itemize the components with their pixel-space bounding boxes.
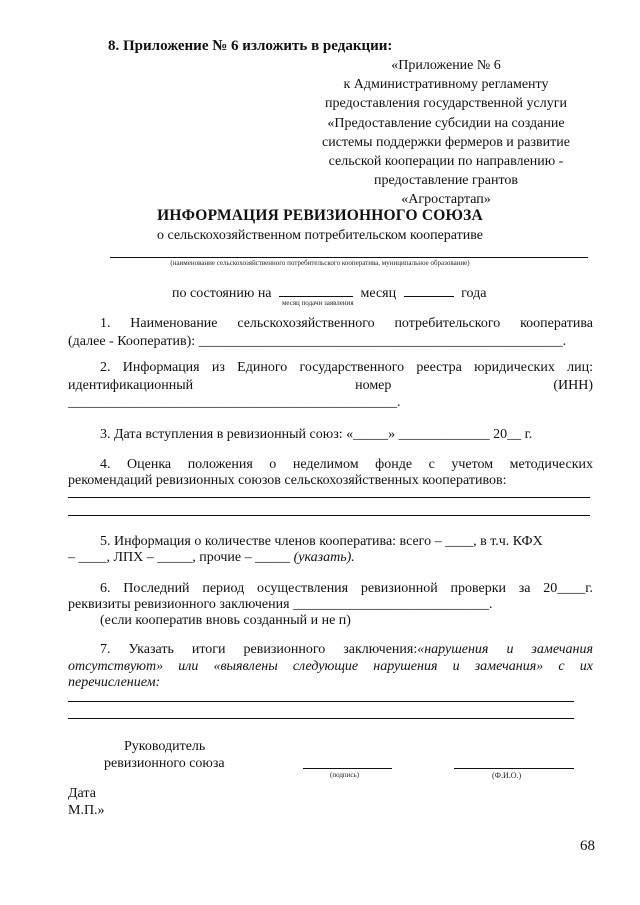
word: учетом bbox=[451, 457, 494, 472]
date-label: Дата bbox=[68, 786, 96, 801]
word: (ИНН) bbox=[553, 378, 593, 393]
document-title: ИНФОРМАЦИЯ РЕВИЗИОННОГО СОЮЗА bbox=[157, 207, 483, 224]
word: идентификационный bbox=[68, 378, 194, 393]
annex-line: «Агростартап» bbox=[401, 192, 491, 208]
annex-reference bbox=[300, 56, 592, 210]
word: 1. bbox=[100, 316, 111, 331]
coop-name-line[interactable] bbox=[110, 257, 588, 258]
item7-line3: перечислением: bbox=[68, 675, 161, 690]
word: проверки bbox=[450, 581, 507, 596]
item6-line1 bbox=[100, 581, 593, 597]
word: и bbox=[506, 642, 514, 657]
word: номер bbox=[355, 378, 392, 393]
word: и bbox=[452, 659, 460, 674]
word: 2. bbox=[100, 360, 111, 375]
annex-line: предоставление грантов bbox=[373, 173, 519, 189]
answer-line[interactable] bbox=[68, 515, 590, 516]
answer-line[interactable] bbox=[68, 701, 574, 702]
word: замечания bbox=[531, 642, 593, 657]
word: «выявлены bbox=[213, 659, 278, 674]
annex-line: системы поддержки фермеров и развитие bbox=[322, 134, 570, 150]
coop-name-caption: (наименование сельскохозяйственного потребительского кооператива, муниципальное образование) bbox=[170, 259, 470, 267]
item2-line2 bbox=[68, 378, 593, 394]
word: Единого bbox=[237, 360, 288, 375]
status-caption: месяц подачи заявления bbox=[282, 299, 354, 307]
item5-line2-text: – ____, ЛПХ – _____, прочие – _____ bbox=[68, 550, 294, 565]
status-year: года bbox=[461, 286, 487, 301]
fullname-caption: (Ф.И.О.) bbox=[492, 771, 522, 780]
item5-line2 bbox=[68, 550, 355, 566]
word: из bbox=[211, 360, 225, 375]
word: потребительского bbox=[394, 316, 501, 331]
item7-line2 bbox=[68, 659, 593, 675]
word: Наименование bbox=[130, 316, 218, 331]
word: реестра bbox=[416, 360, 462, 375]
word: их bbox=[579, 659, 593, 674]
item1-line1 bbox=[100, 316, 593, 332]
word: ревизионной bbox=[360, 581, 438, 596]
item4-line2: рекомендаций ревизионных союзов сельскохозяйственных кооперативов: bbox=[68, 473, 507, 488]
word: ревизионного bbox=[243, 642, 326, 657]
annex-line: «Приложение № 6 bbox=[391, 58, 501, 73]
annex-line: предоставления государственной услуги bbox=[325, 96, 567, 112]
annex-line: к Административному регламенту bbox=[343, 77, 549, 93]
word: замечания» bbox=[474, 659, 544, 674]
word: нарушения bbox=[373, 659, 438, 674]
word: кооператива bbox=[520, 316, 593, 331]
word: 6. bbox=[100, 581, 111, 596]
word: с bbox=[428, 457, 435, 472]
document-subtitle: о сельскохозяйственном потребительском кооперативе bbox=[156, 228, 484, 243]
signer-role-line1: Руководитель bbox=[124, 739, 206, 754]
item2-line1 bbox=[100, 360, 593, 376]
word: Информация bbox=[122, 360, 200, 375]
page-number: 68 bbox=[580, 838, 595, 854]
annex-line: сельской кооперации по направлению - bbox=[328, 154, 564, 170]
annex-line: «Предоставление субсидии на создание bbox=[327, 115, 565, 131]
item4-line1 bbox=[100, 457, 593, 473]
word: «нарушения bbox=[417, 642, 489, 657]
word: осуществления bbox=[257, 581, 349, 596]
word: положения bbox=[187, 457, 253, 472]
word: 20____г. bbox=[543, 581, 593, 596]
answer-line[interactable] bbox=[68, 497, 590, 498]
word: итоги bbox=[191, 642, 226, 657]
word: или bbox=[178, 659, 199, 674]
word-mixed bbox=[343, 642, 488, 658]
word: за bbox=[518, 581, 531, 596]
word: о bbox=[269, 457, 277, 472]
status-month: месяц bbox=[360, 286, 397, 301]
word: Последний bbox=[123, 581, 190, 596]
word: отсутствуют» bbox=[68, 659, 164, 674]
status-month-blank[interactable] bbox=[404, 284, 454, 297]
fullname-line[interactable] bbox=[454, 768, 574, 769]
word: с bbox=[558, 659, 565, 674]
item6-line3: (если кооператив вновь созданный и не п) bbox=[100, 613, 351, 628]
item7-line1 bbox=[100, 642, 593, 658]
item1-line2: (далее - Кооператив): ____________________________________________________. bbox=[68, 334, 567, 349]
word: сельскохозяйственного bbox=[237, 316, 375, 331]
word: юридических bbox=[474, 360, 555, 375]
word: следующие bbox=[292, 659, 359, 674]
word: неделимом bbox=[292, 457, 359, 472]
stamp-label: М.П.» bbox=[68, 803, 105, 818]
signature-caption: (подпись) bbox=[330, 771, 360, 779]
word: лиц: bbox=[567, 360, 593, 375]
section-heading: 8. Приложение № 6 изложить в редакции: bbox=[108, 38, 393, 54]
answer-line[interactable] bbox=[68, 718, 574, 719]
item3-line: 3. Дата вступления в ревизионный союз: «_____» _____________ 20__ г. bbox=[100, 427, 533, 442]
item5-line1: 5. Информация о количестве членов кооператива: всего – ____, в т.ч. КФХ bbox=[100, 534, 543, 549]
word: заключения: bbox=[343, 642, 418, 657]
word: 4. bbox=[100, 457, 111, 472]
word: фонде bbox=[375, 457, 413, 472]
word: государственного bbox=[299, 360, 405, 375]
item6-line2: реквизиты ревизионного заключения ____________________________. bbox=[68, 597, 493, 612]
item2-line3: _______________________________________________. bbox=[68, 395, 401, 410]
status-prefix: по состоянию на bbox=[172, 286, 272, 301]
signer-role-line2: ревизионного союза bbox=[104, 756, 225, 771]
status-date-blank[interactable] bbox=[279, 284, 353, 297]
signature-line[interactable] bbox=[303, 768, 392, 769]
word: Оценка bbox=[127, 457, 172, 472]
word: 7. bbox=[100, 642, 111, 657]
item5-line2-note: (указать). bbox=[293, 550, 355, 565]
word: методических bbox=[509, 457, 593, 472]
word: период bbox=[202, 581, 245, 596]
word: Указать bbox=[128, 642, 174, 657]
